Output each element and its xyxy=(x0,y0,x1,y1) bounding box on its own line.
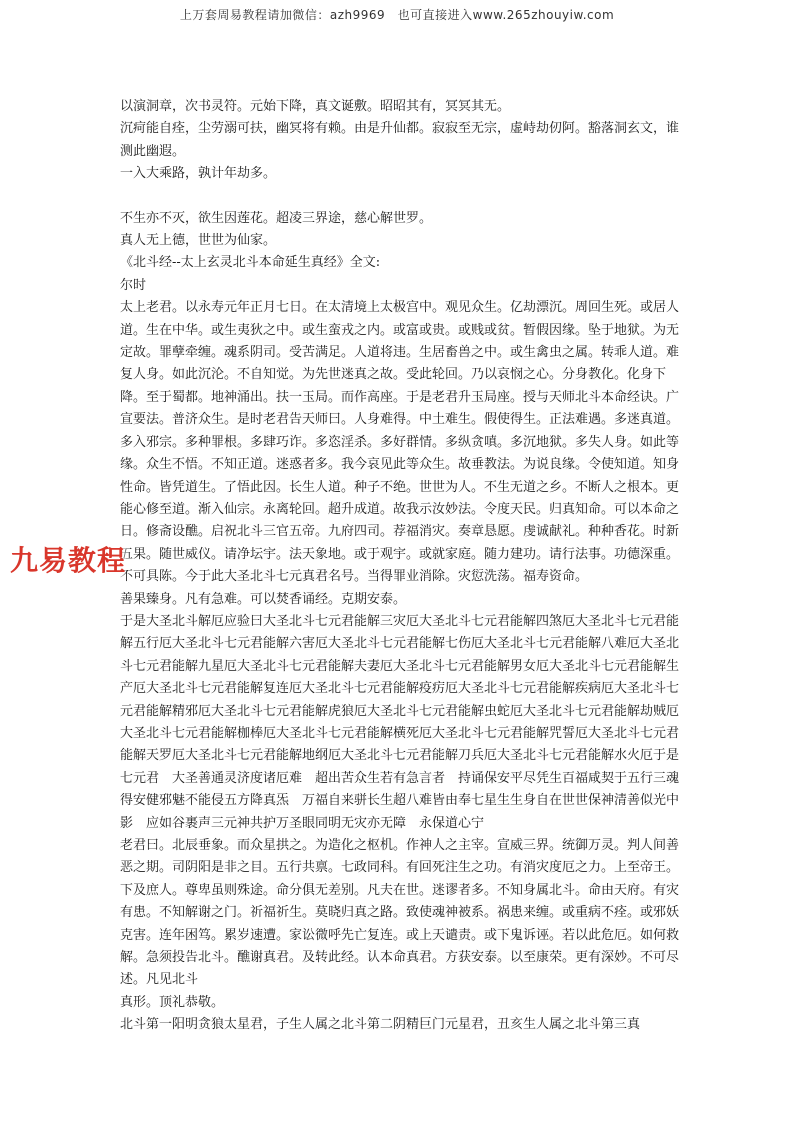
paragraph: 太上老君。以永寿元年正月七日。在太清境上太极宫中。观见众生。亿劫漂沉。周回生死。或居人道。生在中华。或生夷狄之中。或生蛮戎之内。或富或贵。或贱或贫。暂假因缘。坠于地狱。为无定故。罪孽牵缠。魂系阴司。受苦满足。人道将违。生居畜兽之中。或生禽虫之属。转乖人道。难复人身。如此沉沦。不自知觉。为先世迷真之故。受此轮回。乃以哀悯之心。分身教化。化身下降。至于蜀都。地神涌出。扶一玉局。而作高座。于是老君升玉局座。授与天师北斗本命经诀。广宣要法。普济众生。是时老君告天师曰。人身难得。中土难生。假使得生。正法难遇。多迷真道。多入邪宗。多种罪根。多肆巧诈。多恣淫杀。多好群情。多纵贪嗔。多沉地狱。多失人身。如此等缘。众生不悟。不知正道。迷惑者多。我今哀见此等众生。故垂教法。为说良缘。令使知道。知身性命。皆凭道生。了悟此因。长生人道。种子不绝。世世为人。不生无道之乡。不断人之根本。更能心修至道。渐入仙宗。永离轮回。超升成道。故我示汝妙法。令度天民。归真知命。可以本命之日。修斋设醮。启祝北斗三官五帝。九府四司。荐福消灾。奏章恳愿。虔诚献礼。种种香花。时新五果。随世威仪。请净坛宇。法天象地。或于观宇。或就家庭。随力建功。请行法事。功德深重。不可具陈。今于此大圣北斗七元真君名号。当得罪业消除。灾愆洗荡。福寿资命。 xyxy=(120,300,680,585)
paragraph: 真形。顶礼恭敬。 xyxy=(120,994,225,1010)
paragraph: 北斗第一阳明贪狼太星君，子生人属之北斗第二阴精巨门元星君，丑亥生人属之北斗第三真 xyxy=(120,1017,641,1033)
paragraph: 沉疴能自痊，尘劳溺可扶，幽冥将有赖。由是升仙都。寂寂至无宗，虚峙劫仞阿。豁落洞玄文，谁测此幽遐。 xyxy=(120,121,680,159)
watermark-logo: 九易教程 xyxy=(10,544,127,577)
paragraph: 以演洞章，次书灵符。元始下降，真文诞敷。昭昭其有，冥冥其无。 xyxy=(120,99,511,114)
paragraph: 一入大乘路，孰计年劫多。 xyxy=(120,166,277,182)
paragraph: 老君曰。北辰垂象。而众星拱之。为造化之枢机。作神人之主宰。宣威三界。统御万灵。判人间善恶之期。司阴阳是非之目。五行共禀。七政同科。有回死注生之功。有消灾度厄之力。上至帝王。下及庶人。尊卑虽则殊途。命分俱无差别。凡夫在世。迷谬者多。不知身属北斗。命由天府。有灾有患。不知解谢之门。祈福祈生。莫晓归真之路。致使魂神被系。祸患来缠。或重病不痊。或邪妖克害。连年困笃。累岁速遭。家讼微呼先亡复连。或上天谴责。或下鬼诉诬。若以此危厄。如何救解。急须投告北斗。醮谢真君。及转此经。认本命真君。方获安泰。以至康荣。更有深妙。不可尽述。凡见北斗 xyxy=(120,838,680,988)
paragraph: 善果臻身。凡有急难。可以焚香诵经。克期安泰。 xyxy=(120,591,407,607)
paragraph: 尔时 xyxy=(120,277,147,293)
paragraph: 于是大圣北斗解厄应验曰大圣北斗七元君能解三灾厄大圣北斗七元君能解四煞厄大圣北斗七元君能解五行厄大圣北斗七元君能解六害厄大圣北斗七元君能解七伤厄大圣北斗七元君能解八难厄大圣北斗七元君能解九星厄大圣北斗七元君能解夫妻厄大圣北斗七元君能解男女厄大圣北斗七元君能解生产厄大圣北斗七元君能解复连厄大圣北斗七元君能解疫疠厄大圣北斗七元君能解疾病厄大圣北斗七元君能解精邪厄大圣北斗七元君能解虎狼厄大圣北斗七元君能解虫蛇厄大圣北斗七元君能解劫贼厄大圣北斗七元君能解枷棒厄大圣北斗七元君能解横死厄大圣北斗七元君能解咒誓厄大圣北斗七元君能解天罗厄大圣北斗七元君能解地纲厄大圣北斗七元君能解刀兵厄大圣北斗七元君能解水火厄于是七元君 大圣善通灵济度诸厄难 超出苦众生若有急言者 持诵保安平尽凭生百福咸契于五行三魂得安健邪魅不能侵五方降真炁 万福自来骈长生超八难皆由奉七星生生身自在世世保神清善似光中影 应如谷裹声三元神共护万圣眼同明无灾亦无障 永保道心宁 xyxy=(120,613,680,831)
paragraph-gap xyxy=(120,186,680,208)
paragraph: 真人无上德，世世为仙家。 xyxy=(120,233,277,249)
paragraph: 不生亦不灭，欲生因莲花。超凌三界途，慈心解世罗。 xyxy=(120,210,433,226)
page-header-banner: 上万套周易教程请加微信：azh9969 也可直接进入www.265zhouyiw.com xyxy=(179,8,615,22)
document-body xyxy=(120,96,680,1037)
scripture-title: 《北斗经--太上玄灵北斗本命延生真经》全文: xyxy=(120,255,381,271)
